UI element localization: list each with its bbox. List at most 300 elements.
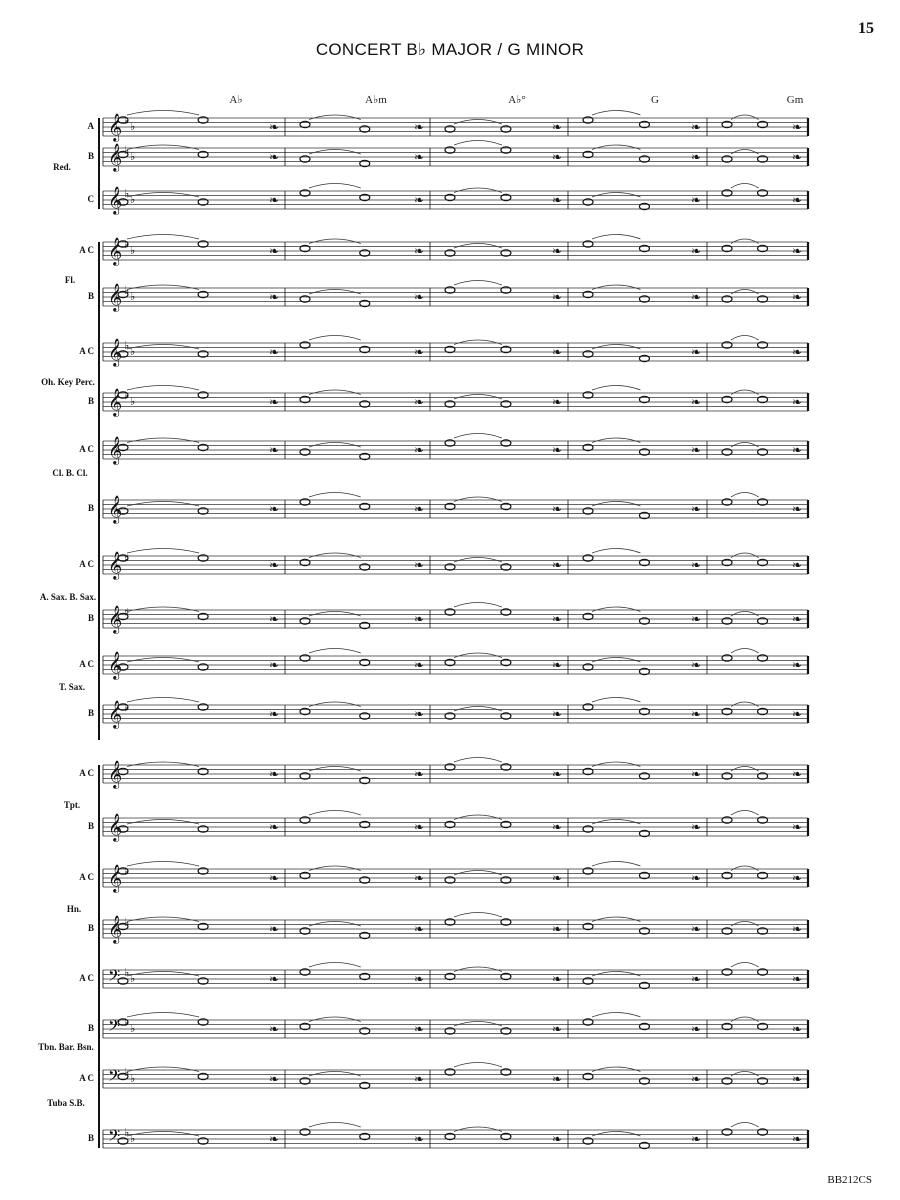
staff [103,1063,808,1090]
tie-arc [127,698,199,703]
tie-arc [592,607,640,612]
rest-icon: ❧ [792,1022,803,1036]
rest-icon: ❧ [269,871,280,885]
tie-arc [592,193,640,198]
tie-arc [309,493,361,498]
part-label: B [87,151,94,161]
flat-icon: ♭ [130,290,136,303]
staff [103,336,808,368]
tie-arc [592,111,640,116]
tie-arc [731,553,759,558]
treble-clef-icon: 𝄞 [108,186,123,214]
tie-arc [731,866,759,871]
rest-icon: ❧ [414,658,425,672]
rest-icon: ❧ [414,120,425,134]
tie-arc [309,612,361,617]
rest-icon: ❧ [414,1022,425,1036]
rest-icon: ❧ [269,193,280,207]
tie-arc [309,443,361,448]
chord-symbol: A♭m [365,94,387,106]
rest-icon: ❧ [792,612,803,626]
tie-arc [454,1063,502,1068]
rest-icon: ❧ [691,612,702,626]
rest-icon: ❧ [414,395,425,409]
rest-icon: ❧ [552,345,563,359]
rest-icon: ❧ [691,1022,702,1036]
rest-icon: ❧ [269,1022,280,1036]
rest-icon: ❧ [691,120,702,134]
tie-arc [731,1072,759,1077]
rest-icon: ❧ [552,767,563,781]
chord-row [229,94,803,106]
part-label: A C [79,559,94,569]
rest-icon: ❧ [414,193,425,207]
part-label: A C [79,444,94,454]
rest-icon: ❧ [414,767,425,781]
rest-icon: ❧ [552,871,563,885]
rest-icon: ❧ [792,193,803,207]
rest-icon: ❧ [414,1072,425,1086]
tie-arc [731,115,759,120]
footer-code: BB212CS [827,1174,872,1186]
flat-icon: ♭ [130,1022,136,1035]
staff [103,493,808,525]
rest-icon: ❧ [269,612,280,626]
tie-arc [127,193,199,198]
tie-arc [309,702,361,707]
part-label: A C [79,768,94,778]
rest-icon: ❧ [269,1132,280,1146]
rest-icon: ❧ [792,871,803,885]
rest-icon: ❧ [691,767,702,781]
tie-arc [731,390,759,395]
rest-icon: ❧ [552,193,563,207]
flat-icon: ♭ [124,389,130,402]
flat-icon: ♭ [124,865,130,878]
tie-arc [127,145,199,150]
rest-icon: ❧ [691,345,702,359]
part-label: B [87,396,94,406]
rest-icon: ❧ [269,767,280,781]
part-label: B [87,291,94,301]
flat-icon: ♭ [130,1132,136,1145]
tie-arc [592,438,640,443]
treble-clef-icon: 𝄞 [108,113,123,141]
tie-arc [309,1123,361,1128]
flat-icon: ♭ [130,972,136,985]
tie-arc [592,549,640,554]
rest-icon: ❧ [552,443,563,457]
rest-icon: ❧ [552,1132,563,1146]
rest-icon: ❧ [414,290,425,304]
tie-arc [454,758,502,763]
tie-arc [731,963,759,968]
tie-arc [127,549,199,554]
part-label: A C [79,973,94,983]
tie-arc [309,1072,361,1077]
tie-arc [731,239,759,244]
tie-arc [309,239,361,244]
page-number: 15 [858,20,874,37]
staff [103,141,808,173]
rest-icon: ❧ [269,395,280,409]
flat-icon: ♭ [124,966,130,979]
tie-arc [309,150,361,155]
rest-icon: ❧ [691,1132,702,1146]
staff [103,549,808,581]
rest-icon: ❧ [552,150,563,164]
tie-arc [592,658,640,663]
sharp-icon: ♯ [124,606,130,619]
staff [103,698,808,730]
rest-icon: ❧ [414,1132,425,1146]
rest-icon: ❧ [792,150,803,164]
rest-icon: ❧ [691,244,702,258]
tie-arc [309,336,361,341]
tie-arc [127,762,199,767]
treble-clef-icon: 𝄞 [108,864,123,892]
rest-icon: ❧ [269,244,280,258]
rest-icon: ❧ [691,502,702,516]
rest-icon: ❧ [269,150,280,164]
tie-arc [309,963,361,968]
rest-icon: ❧ [552,972,563,986]
rest-icon: ❧ [414,244,425,258]
tie-arc [454,1127,502,1132]
part-label: A C [79,659,94,669]
treble-clef-icon: 𝄞 [108,551,123,579]
tie-arc [454,340,502,345]
tie-arc [731,922,759,927]
staff [103,603,808,635]
rest-icon: ❧ [792,1072,803,1086]
tie-arc [592,1132,640,1137]
tie-arc [592,1013,640,1018]
instrument-label: Tbn. Bar. Bsn. [38,1042,94,1052]
tie-arc [592,762,640,767]
staff [103,963,808,990]
part-label: A C [79,346,94,356]
tie-arc [592,145,640,150]
staff [103,184,808,216]
rest-icon: ❧ [792,244,803,258]
rest-icon: ❧ [269,502,280,516]
tie-arc [127,917,199,922]
rest-icon: ❧ [691,558,702,572]
staff [103,434,808,466]
rest-icon: ❧ [792,767,803,781]
instrument-label: Cl. B. Cl. [52,468,88,478]
tie-arc [592,235,640,240]
rest-icon: ❧ [552,120,563,134]
tie-arc [127,345,199,350]
sharp-icon: ♯ [124,552,130,565]
staff [103,649,808,681]
flat-icon: ♭ [130,1072,136,1085]
treble-clef-icon: 𝄞 [108,143,123,171]
tie-arc [731,1017,759,1022]
flat-icon: ♭ [130,120,136,133]
flat-icon: ♭ [124,1066,130,1079]
treble-clef-icon: 𝄞 [108,813,123,841]
rest-icon: ❧ [269,707,280,721]
part-label: A C [79,245,94,255]
part-label: B [87,708,94,718]
page-title: CONCERT B♭ MAJOR / G MINOR [315,40,585,59]
label-layer [38,121,96,1143]
rest-icon: ❧ [691,922,702,936]
rest-icon: ❧ [414,443,425,457]
tie-arc [127,820,199,825]
tie-arc [127,658,199,663]
tie-arc [731,336,759,341]
treble-clef-icon: 𝄞 [108,495,123,523]
rest-icon: ❧ [691,972,702,986]
tie-arc [592,972,640,977]
tie-arc [454,120,502,125]
tie-arc [731,443,759,448]
rest-icon: ❧ [414,502,425,516]
treble-clef-icon: 𝄞 [108,605,123,633]
tie-arc [127,1132,199,1137]
tie-arc [731,290,759,295]
rest-icon: ❧ [691,290,702,304]
rest-icon: ❧ [691,395,702,409]
treble-clef-icon: 𝄞 [108,237,123,265]
tie-arc [454,707,502,712]
rest-icon: ❧ [552,290,563,304]
bass-clef-icon: 𝄢 [108,1127,121,1149]
tie-arc [309,184,361,189]
chord-symbol: A♭° [508,94,526,106]
chord-symbol: Gm [786,94,804,106]
instrument-label: T. Sax. [58,682,86,692]
tie-arc [127,235,199,240]
part-label: B [87,923,94,933]
rest-icon: ❧ [414,558,425,572]
treble-clef-icon: 𝄞 [108,283,123,311]
staff [103,811,808,843]
rest-icon: ❧ [269,922,280,936]
rest-icon: ❧ [691,871,702,885]
rest-icon: ❧ [792,290,803,304]
rest-icon: ❧ [792,820,803,834]
rest-icon: ❧ [269,345,280,359]
tie-arc [309,390,361,395]
rest-icon: ❧ [792,502,803,516]
rest-icon: ❧ [691,658,702,672]
rest-icon: ❧ [269,658,280,672]
instrument-label: Fl. [64,275,76,285]
part-label: B [87,503,94,513]
flat-icon: ♭ [124,701,130,714]
rest-icon: ❧ [414,820,425,834]
tie-arc [127,1067,199,1072]
tie-arc [454,871,502,876]
part-label: B [87,1133,94,1143]
rest-icon: ❧ [414,922,425,936]
rest-icon: ❧ [552,820,563,834]
flat-icon: ♭ [124,916,130,929]
staff [103,235,808,267]
tie-arc [127,1013,199,1018]
rest-icon: ❧ [414,150,425,164]
chord-symbol: A♭ [229,94,243,106]
tie-arc [127,862,199,867]
tie-arc [731,1123,759,1128]
staff-layer [99,111,808,1150]
rest-icon: ❧ [269,443,280,457]
tie-arc [592,917,640,922]
tie-arc [731,612,759,617]
rest-icon: ❧ [269,972,280,986]
tie-arc [592,285,640,290]
instrument-label: Tuba S.B. [47,1098,85,1108]
tie-arc [309,922,361,927]
rest-icon: ❧ [552,612,563,626]
tie-arc [454,558,502,563]
instrument-label: A. Sax. B. Sax. [39,592,97,602]
rest-icon: ❧ [552,1072,563,1086]
tie-arc [454,395,502,400]
bass-clef-icon: 𝄢 [108,967,121,989]
tie-arc [592,345,640,350]
rest-icon: ❧ [269,558,280,572]
tie-arc [127,502,199,507]
treble-clef-icon: 𝄞 [108,338,123,366]
flat-icon: ♭ [124,114,130,127]
instrument-label: Hn. [66,904,82,914]
rest-icon: ❧ [552,658,563,672]
bass-clef-icon: 𝄢 [108,1017,121,1039]
flat-icon: ♭ [124,1016,130,1029]
instrument-label: Oh. Key Perc. [41,377,95,387]
rest-icon: ❧ [552,244,563,258]
tie-arc [309,115,361,120]
rest-icon: ❧ [792,345,803,359]
rest-icon: ❧ [552,502,563,516]
rest-icon: ❧ [792,558,803,572]
part-label: B [87,1023,94,1033]
rest-icon: ❧ [792,922,803,936]
tie-arc [731,493,759,498]
rest-icon: ❧ [269,1072,280,1086]
rest-icon: ❧ [414,871,425,885]
flat-icon: ♭ [124,339,130,352]
rest-icon: ❧ [691,193,702,207]
tie-arc [731,702,759,707]
rest-icon: ❧ [792,972,803,986]
tie-arc [454,815,502,820]
flat-icon: ♭ [124,144,130,157]
tie-arc [309,553,361,558]
tie-arc [731,649,759,654]
rest-icon: ❧ [414,707,425,721]
part-label: C [87,194,94,204]
staff [103,1013,808,1040]
part-label: A C [79,1073,94,1083]
tie-arc [454,497,502,502]
staff [103,281,808,313]
tie-arc [454,1022,502,1027]
chord-symbol: G [651,94,659,106]
tie-arc [127,972,199,977]
rest-icon: ❧ [552,707,563,721]
tie-arc [592,386,640,391]
rest-icon: ❧ [552,922,563,936]
rest-icon: ❧ [792,707,803,721]
rest-icon: ❧ [691,1072,702,1086]
tie-arc [127,607,199,612]
tie-arc [454,244,502,249]
part-label: A C [79,872,94,882]
tie-arc [592,862,640,867]
flat-icon: ♭ [130,395,136,408]
flat-icon: ♭ [124,238,130,251]
tie-arc [592,502,640,507]
part-label: B [87,821,94,831]
rest-icon: ❧ [691,443,702,457]
treble-clef-icon: 𝄞 [108,915,123,943]
tie-arc [592,820,640,825]
rest-icon: ❧ [414,612,425,626]
tie-arc [731,150,759,155]
rest-icon: ❧ [792,1132,803,1146]
staff [103,758,808,790]
flat-icon: ♭ [130,193,136,206]
treble-clef-icon: 𝄞 [108,388,123,416]
treble-clef-icon: 𝄞 [108,651,123,679]
tie-arc [127,438,199,443]
rest-icon: ❧ [269,120,280,134]
flat-icon: ♭ [130,244,136,257]
instrument-label: Tpt. [63,800,81,810]
rest-icon: ❧ [552,558,563,572]
flat-icon: ♭ [124,284,130,297]
rest-icon: ❧ [691,707,702,721]
part-label: B [87,613,94,623]
tie-arc [127,285,199,290]
tie-arc [454,913,502,918]
tie-arc [454,188,502,193]
tie-arc [309,1017,361,1022]
instrument-label: Red. [53,162,71,172]
tie-arc [592,1067,640,1072]
tie-arc [731,184,759,189]
flat-icon: ♭ [124,1126,130,1139]
tie-arc [454,603,502,608]
flat-icon: ♭ [130,150,136,163]
treble-clef-icon: 𝄞 [108,700,123,728]
tie-arc [309,811,361,816]
rest-icon: ❧ [269,820,280,834]
rest-icon: ❧ [792,120,803,134]
tie-arc [454,141,502,146]
tie-arc [731,767,759,772]
tie-arc [309,649,361,654]
part-label: A [87,121,94,131]
tie-arc [309,767,361,772]
treble-clef-icon: 𝄞 [108,436,123,464]
staff [103,111,808,143]
rest-icon: ❧ [792,395,803,409]
tie-arc [309,290,361,295]
tie-arc [127,386,199,391]
tie-arc [454,653,502,658]
tie-arc [127,111,199,116]
tie-arc [592,698,640,703]
tie-arc [731,811,759,816]
